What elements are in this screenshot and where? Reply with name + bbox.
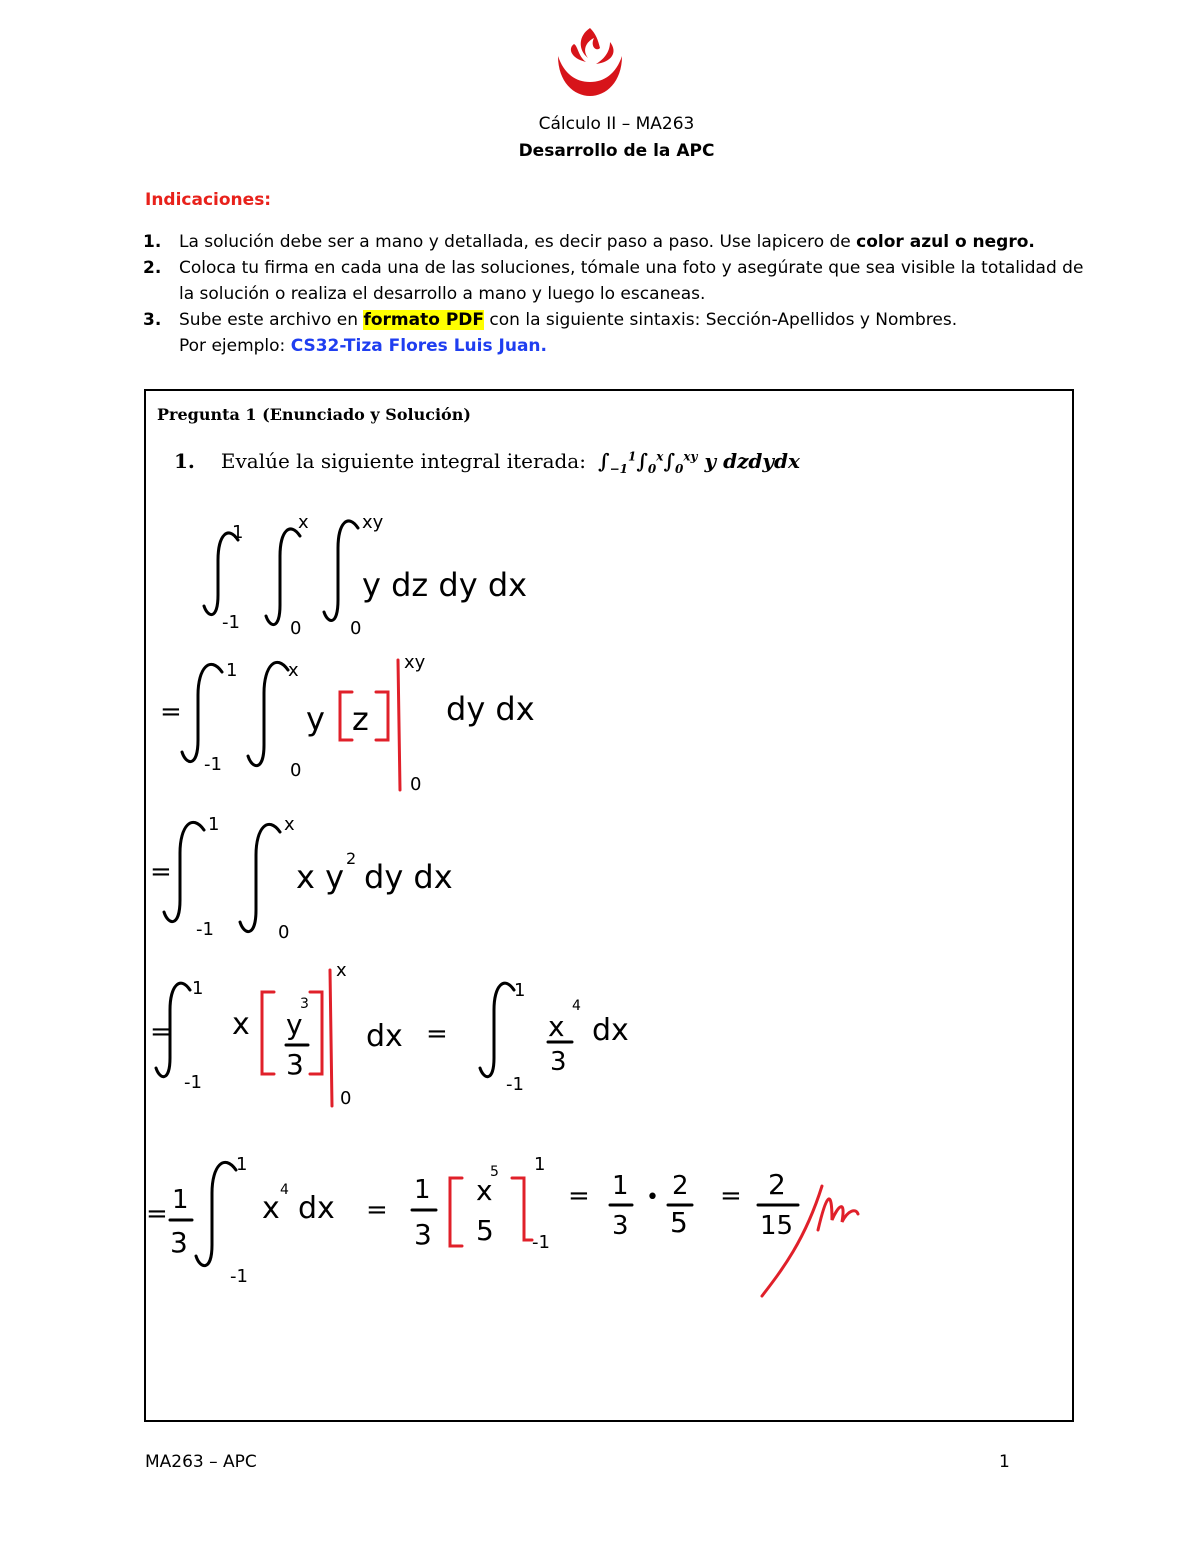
equals-sign: =: [150, 1017, 172, 1047]
differentials: dy dx: [446, 690, 535, 728]
fraction-denominator: 5: [670, 1206, 688, 1239]
indication-emphasis: color azul o negro.: [856, 232, 1035, 252]
document-title: Desarrollo de la APC: [518, 141, 715, 161]
lower-limit: 0: [290, 760, 302, 781]
highlighted-format: formato PDF: [363, 310, 485, 330]
integral-sign: [240, 824, 280, 931]
numerator: y: [286, 1008, 303, 1041]
evaluation-bar: [330, 970, 332, 1106]
upper-limit: 1: [514, 980, 526, 1001]
correction-bracket: [340, 692, 352, 740]
indications-heading: Indicaciones:: [145, 190, 272, 210]
problem-number: 1.: [174, 449, 195, 473]
exponent: 5: [490, 1164, 499, 1180]
lower-limit: 0: [350, 618, 362, 639]
upper-limit: 1: [226, 660, 238, 681]
indication-text: Sube este archivo en: [179, 310, 364, 330]
differential: dx: [298, 1191, 335, 1226]
integral-sign: [324, 521, 358, 621]
exponent: 3: [300, 996, 309, 1012]
fraction-numerator: 2: [672, 1171, 689, 1201]
evaluation-lower: -1: [532, 1232, 550, 1253]
integral-sign: [196, 1162, 236, 1265]
upper-limit: x: [298, 512, 309, 533]
fraction-denominator: 3: [414, 1218, 432, 1251]
lower-limit: -1: [184, 1072, 202, 1093]
limit-upper: x: [656, 449, 664, 464]
equals-sign: =: [720, 1181, 742, 1211]
limit-upper: xy: [683, 449, 698, 464]
equals-sign: =: [426, 1019, 448, 1049]
differentials: dy dx: [364, 858, 453, 896]
equals-sign: =: [366, 1195, 388, 1225]
correction-bracket: [512, 1178, 532, 1240]
limit-lower: −1: [609, 462, 628, 476]
upper-limit: x: [288, 660, 299, 681]
example-filename: CS32-Tiza Flores Luis Juan.: [290, 336, 547, 356]
evaluation-upper: 1: [534, 1154, 546, 1175]
problem-integral: $\int_{-1}^1\int_0^x\int_0^{xy}$ y dzdydx: [597, 449, 800, 476]
upper-limit: 1: [192, 978, 204, 999]
limit-upper: 1: [627, 449, 637, 464]
equals-sign: =: [146, 1199, 168, 1229]
bracket-numerator: x: [476, 1174, 493, 1207]
evaluation-bar: [398, 660, 400, 790]
lower-limit: -1: [230, 1266, 248, 1287]
lower-limit: -1: [196, 919, 214, 940]
integral-sign: [266, 529, 300, 625]
indication-text: La solución debe ser a mano y detallada, es decir paso a paso. Use lapicero de: [179, 232, 857, 252]
result-numerator: 2: [768, 1168, 786, 1201]
indication-text: Coloca tu firma en cada una de las soluciones, tómale una foto y asegúrate que sea visible la totalidad de la solución o realiza el desarrollo a mano y luego lo escaneas.: [179, 258, 1084, 304]
limit-lower: 0: [647, 462, 657, 476]
correction-bracket: [310, 992, 322, 1074]
page-number: 1: [999, 1452, 1010, 1472]
lower-limit: -1: [222, 612, 240, 633]
footer-course: MA263 – APC: [145, 1452, 257, 1472]
correction-bracket: [376, 692, 388, 740]
limit-lower: 0: [675, 462, 684, 476]
upper-limit: 1: [232, 522, 244, 543]
denominator: 3: [550, 1047, 567, 1077]
fraction-numerator: 1: [612, 1171, 629, 1201]
integrand: y dz dy dx: [362, 566, 528, 604]
differential: dx: [592, 1013, 629, 1048]
upper-limit: x: [284, 814, 295, 835]
differential: dx: [366, 1019, 403, 1054]
multiplication-dot: •: [646, 1185, 659, 1210]
evaluation-upper: xy: [404, 652, 426, 673]
integrand-factor: y: [306, 700, 325, 738]
upper-limit: xy: [362, 512, 384, 533]
fraction-numerator: 1: [414, 1175, 431, 1205]
indication-number: 2.: [143, 258, 162, 278]
lower-limit: -1: [506, 1074, 524, 1095]
evaluation-lower: 0: [410, 774, 422, 795]
factor: x: [232, 1007, 250, 1042]
integral-sign: [204, 533, 238, 615]
problem-text: Evalúe la siguiente integral iterada:: [220, 449, 586, 473]
equals-sign: =: [568, 1181, 590, 1211]
fraction-denominator: 3: [170, 1226, 188, 1259]
handwritten-signature-icon: [818, 1199, 858, 1230]
integrand: y dzdydx: [704, 449, 800, 473]
exponent: 2: [346, 849, 357, 868]
integral-sign: [248, 662, 288, 765]
indication-number: 1.: [143, 232, 162, 252]
correction-bracket: [262, 992, 274, 1074]
indication-number: 3.: [143, 310, 162, 330]
integral-sign: [182, 664, 222, 761]
denominator: 3: [286, 1048, 304, 1081]
example-label: Por ejemplo:: [179, 336, 291, 356]
equals-sign: =: [160, 697, 182, 727]
exponent: 4: [572, 998, 581, 1014]
correction-bracket: [450, 1178, 462, 1246]
indication-text: con la siguiente sintaxis: Sección-Apellidos y Nombres.: [484, 310, 958, 330]
fraction-denominator: 3: [612, 1211, 629, 1241]
upper-limit: 1: [236, 1154, 248, 1175]
upper-limit: 1: [208, 814, 220, 835]
question-title: Pregunta 1 (Enunciado y Solución): [157, 405, 471, 424]
course-title: Cálculo II – MA263: [538, 114, 695, 134]
bracket-denominator: 5: [476, 1214, 494, 1247]
lower-limit: -1: [204, 754, 222, 775]
check-mark-icon: [762, 1186, 822, 1296]
evaluation-upper: x: [336, 960, 347, 981]
exponent: 4: [280, 1182, 289, 1198]
integrand-base: x y: [296, 858, 345, 896]
numerator: x: [548, 1010, 565, 1043]
integrand-base: x: [262, 1191, 280, 1226]
integral-sign: [480, 983, 514, 1077]
result-denominator: 15: [760, 1211, 794, 1241]
lower-limit: 0: [278, 922, 290, 943]
bracketed-term: z: [352, 700, 369, 738]
lower-limit: 0: [290, 618, 302, 639]
fraction-numerator: 1: [172, 1185, 189, 1215]
evaluation-lower: 0: [340, 1088, 352, 1109]
equals-sign: =: [150, 857, 172, 887]
